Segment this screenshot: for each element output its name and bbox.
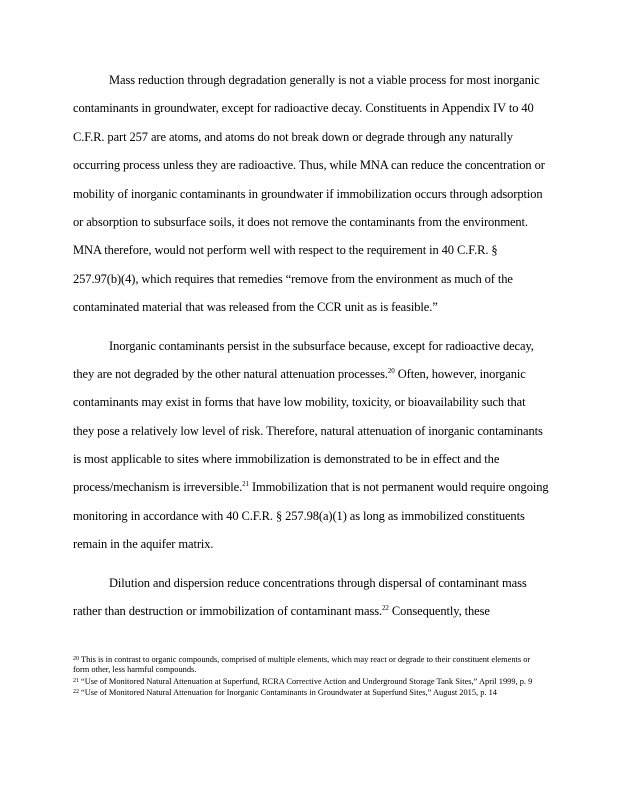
line-text: Consequently, these <box>388 604 490 619</box>
footnote-ref-21[interactable]: 21 <box>242 480 249 489</box>
line-text: rather than destruction or immobilization of contaminant mass. <box>73 604 382 619</box>
footnote-20 <box>73 654 543 676</box>
footnote-number: 20 <box>73 656 79 662</box>
footnote-22 <box>73 687 543 698</box>
text-line: Inorganic contaminants persist in the subsurface because, except for radioactive decay, <box>109 338 534 353</box>
footnote-21 <box>73 676 543 687</box>
footnote-number: 21 <box>73 677 79 684</box>
body-text <box>73 70 598 629</box>
text-line: monitoring in accordance with 40 C.F.R. § 257.98(a)(1) as long as immobilized constituents <box>73 508 525 523</box>
line-text: process/mechanism is irreversible. <box>73 480 243 495</box>
text-line: occurring process unless they are radioactive. Thus, while MNA can reduce the concentration or <box>73 158 545 173</box>
text-line <box>73 364 598 392</box>
text-line: is most applicable to sites where immobilization is demonstrated to be in effect and the <box>73 452 500 467</box>
text-line: remain in the aquifer matrix. <box>73 537 214 552</box>
footnote-text: “Use of Monitored Natural Attenuation for Inorganic Contaminants in Groundwater at Superfund Sites,” August 2015, p. 14 <box>81 688 497 698</box>
text-line <box>73 601 598 629</box>
text-line: mobility of inorganic contaminants in groundwater if immobilization occurs through adsorption <box>73 186 543 201</box>
text-line: MNA therefore, would not perform well with respect to the requirement in 40 C.F.R. § <box>73 243 498 258</box>
text-line: or absorption to subsurface soils, it does not remove the contaminants from the environment. <box>73 214 528 229</box>
footnote-ref-20[interactable]: 20 <box>387 366 395 375</box>
footnote-text: This is in contrast to organic compounds, comprised of multiple elements, which may react or degrade to their constituent elements or form other, less harmful compounds. <box>73 655 531 675</box>
footnote-text: “Use of Monitored Natural Attenuation at Superfund, RCRA Corrective Action and Underground Storage Tank Sites,” April 1999, p. 9 <box>81 676 533 686</box>
line-text: Immobilization that is not permanent would require ongoing <box>248 480 549 495</box>
text-line <box>73 477 598 505</box>
footnote-number: 22 <box>73 689 79 696</box>
text-line: 257.97(b)(4), which requires that remedies “remove from the environment as much of the <box>73 271 513 286</box>
text-line: Mass reduction through degradation generally is not a viable process for most inorganic <box>109 73 540 87</box>
line-text: they are not degraded by the other natural attenuation processes. <box>73 366 388 381</box>
text-line: they pose a relatively low level of risk. Therefore, natural attenuation of inorganic contaminants <box>73 423 543 438</box>
text-line: Dilution and dispersion reduce concentrations through dispersal of contaminant mass <box>109 575 527 590</box>
text-line: contaminated material that was released from the CCR unit as is feasible.” <box>73 300 438 315</box>
text-line: contaminants may exist in forms that have low mobility, toxicity, or bioavailability such that <box>73 395 526 410</box>
footnote-ref-22[interactable]: 22 <box>382 604 389 613</box>
text-line: C.F.R. part 257 are atoms, and atoms do not break down or degrade through any naturally <box>73 129 513 144</box>
text-line: contaminants in groundwater, except for radioactive decay. Constituents in Appendix IV to 40 <box>73 101 534 116</box>
line-text: Often, however, inorganic <box>394 366 526 381</box>
footnotes <box>73 654 543 699</box>
